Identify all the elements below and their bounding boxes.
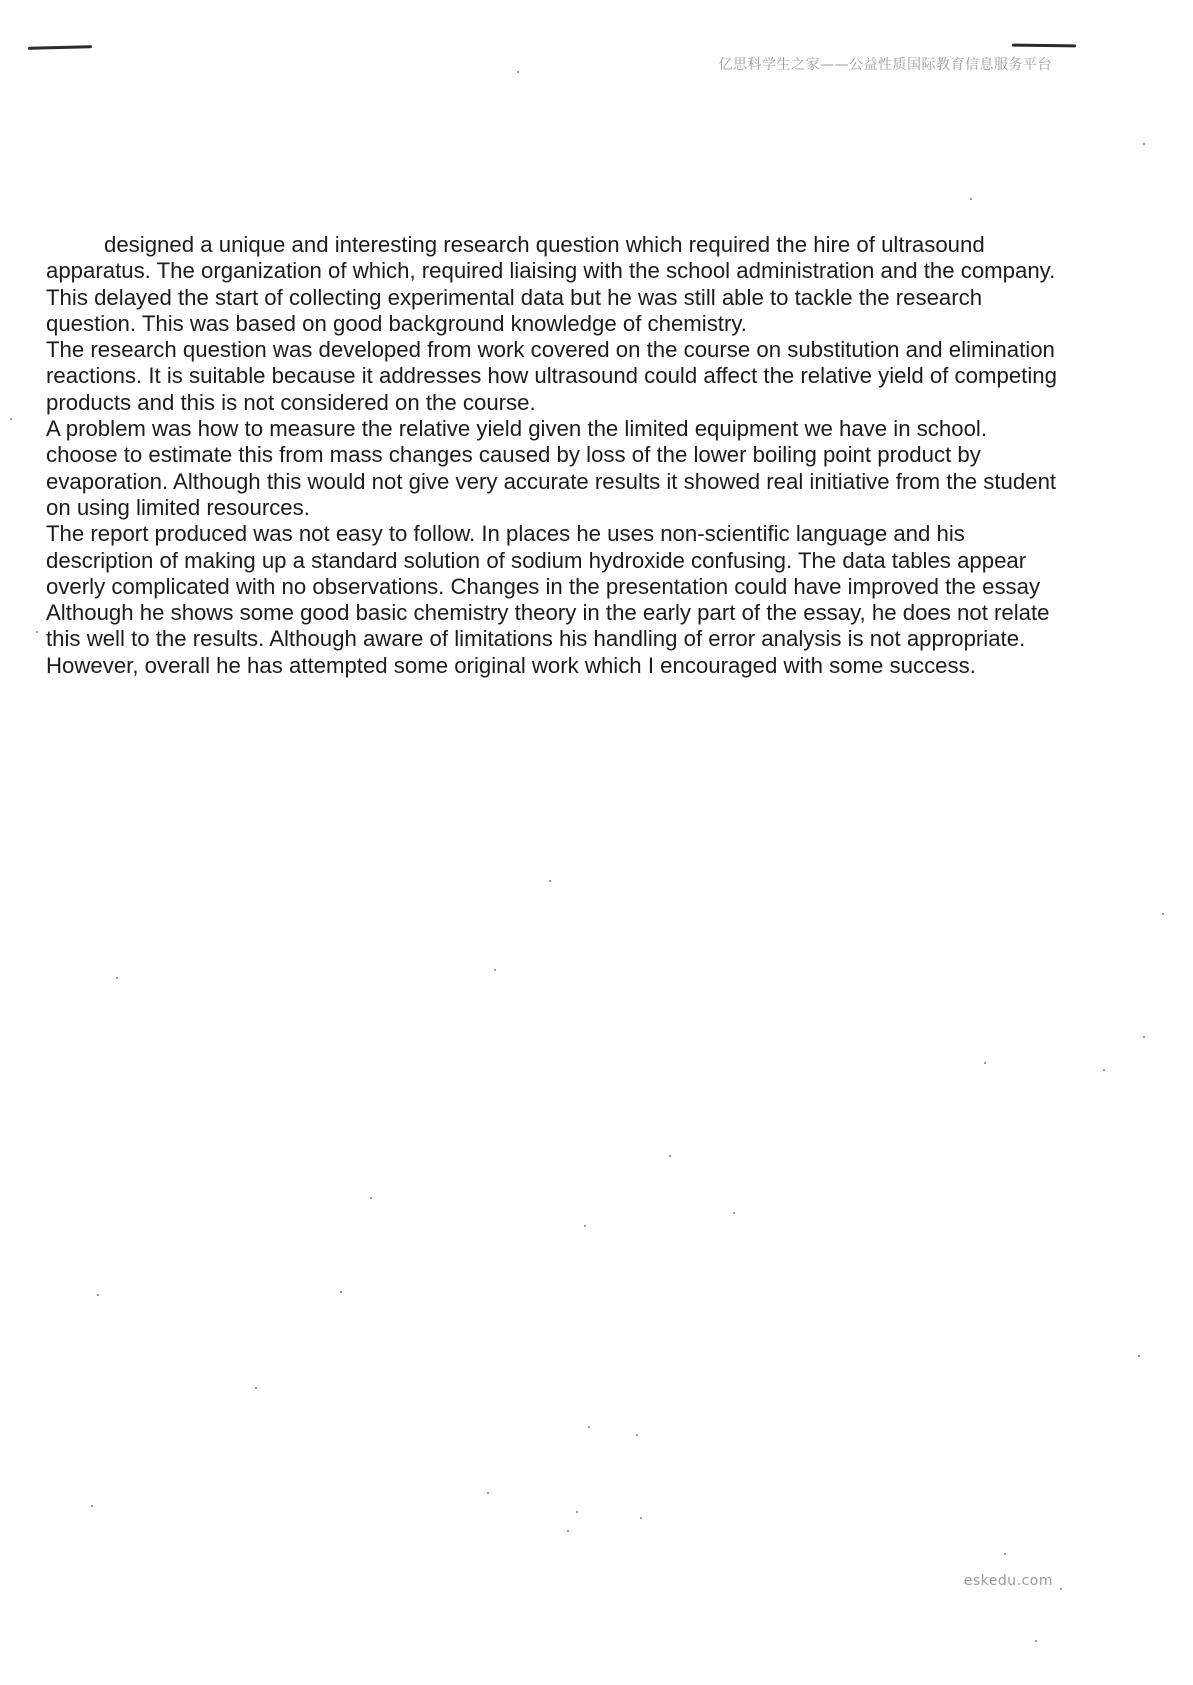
comment-line: products and this is not considered on the course. [46,389,536,415]
scan-speck [517,71,519,73]
scan-speck [1143,1036,1145,1038]
scan-speck [970,198,972,200]
scan-speck [340,1291,342,1293]
scan-speck [1004,1553,1006,1555]
scan-speck [1035,1640,1037,1642]
header-watermark: 亿思科学生之家——公益性质国际教育信息服务平台 [718,57,1052,73]
comment-line: designed a unique and interesting research question which required the hire of ultrasound [104,232,985,257]
scan-speck [640,1517,642,1519]
scan-speck [984,1062,986,1064]
comment-line: description of making up a standard solution of sodium hydroxide confusing. The data tables appear [46,547,1027,573]
scan-speck [733,1212,735,1214]
scan-speck [1060,1588,1062,1590]
scan-speck [91,1505,93,1507]
comment-line: on using limited resources. [46,494,310,520]
scan-speck [370,1197,372,1199]
comment-line: evaporation. Although this would not give very accurate results it showed real initiative from the student [46,468,1057,494]
scan-artifact-mark [28,45,92,50]
scan-speck [36,631,38,633]
scan-speck [1138,1355,1140,1357]
scan-speck [669,1155,671,1157]
comment-line: apparatus. The organization of which, required liaising with the school administration and the company. [46,258,1056,284]
scan-speck [1103,1069,1105,1071]
scan-speck [576,1511,578,1513]
footer-watermark: eskedu.com [963,1573,1053,1589]
scan-speck [567,1530,569,1532]
comment-line: this well to the results. Although aware of limitations his handling of error analysis is not appropriate. [46,626,1026,652]
scan-speck [97,1294,99,1296]
comment-line: However, overall he has attempted some original work which I encouraged with some success. [46,652,976,678]
scan-speck [1162,913,1164,915]
comment-line: Although he shows some good basic chemistry theory in the early part of the essay, he does not relate [46,600,1050,626]
scan-speck [255,1387,257,1389]
scan-speck [1143,143,1145,145]
scan-speck [588,1426,590,1428]
scan-speck [116,977,118,979]
scan-speck [487,1492,489,1494]
comment-line: reactions. It is suitable because it addresses how ultrasound could affect the relative yield of competing [46,363,1057,389]
scan-speck [584,1225,586,1227]
scan-artifact-mark [1012,44,1076,48]
comment-line: The research question was developed from work covered on the course on substitution and elimination [46,337,1055,363]
scan-speck [636,1434,638,1436]
comment-line: choose to estimate this from mass changes caused by loss of the lower boiling point product by [46,442,981,468]
comment-line: A problem was how to measure the relative yield given the limited equipment we have in school. [46,416,988,442]
scan-speck [494,969,496,971]
comment-line: The report produced was not easy to follow. In places he uses non-scientific language and his [46,521,965,547]
comment-line: question. This was based on good background knowledge of chemistry. [46,310,747,336]
comment-line: This delayed the start of collecting experimental data but he was still able to tackle the research [46,284,983,310]
teacher-comment-body [46,232,1126,679]
scan-speck [549,880,551,882]
comment-line: overly complicated with no observations. Changes in the presentation could have improved the essay [46,573,1041,599]
scan-speck [10,418,12,420]
